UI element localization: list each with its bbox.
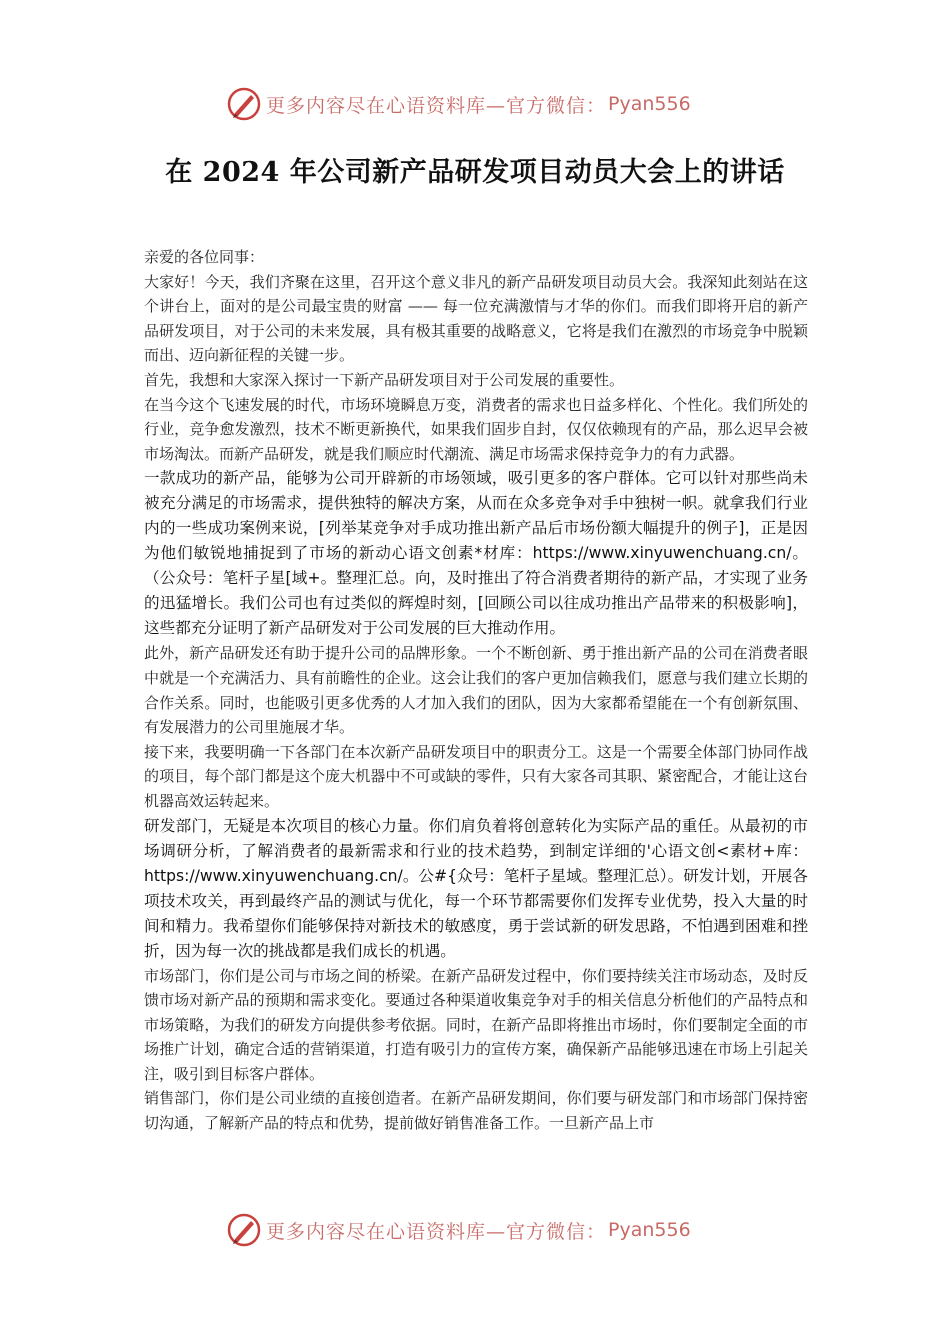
paragraph: 在当今这个飞速发展的时代，市场环境瞬息万变，消费者的需求也日益多样化、个性化。我们所处的行业，竞争愈发激烈，技术不断更新换代，如果我们固步自封，仅仅依赖现有的产品，那么迟早会被市场淘汰。而新产品研发，就是我们顺应时代潮流、满足市场需求保持竞争力的有力武器。 — [144, 395, 808, 463]
paragraph: 亲爱的各位同事： — [144, 248, 265, 266]
page-title: 在 2024 年公司新产品研发项目动员大会上的讲话 — [165, 157, 785, 188]
paragraph: 销售部门，你们是公司业绩的直接创造者。在新产品研发期间，你们要与研发部门和市场部门保持密切沟通，了解新产品的特点和优势，提前做好销售准备工作。一旦新产品上市 — [144, 1089, 808, 1133]
pen-logo-icon — [226, 1212, 262, 1248]
header-banner — [226, 84, 691, 124]
footer-banner-text: 更多内容尽在心语资料库—官方微信： — [266, 1220, 607, 1243]
header-banner-text: 更多内容尽在心语资料库—官方微信： — [266, 94, 607, 117]
paragraph: 接下来，我要明确一下各部门在本次新产品研发项目中的职责分工。这是一个需要全体部门协同作战的项目，每个部门都是这个庞大机器中不可或缺的零件，只有大家各司其职、紧密配合，才能让这台机器高效运转起来。 — [144, 742, 808, 810]
footer-banner — [226, 1210, 691, 1250]
paragraph: 市场部门，你们是公司与市场之间的桥梁。在新产品研发过程中，你们要持续关注市场动态，及时反馈市场对新产品的预期和需求变化。要通过各种渠道收集竞争对手的相关信息分析他们的产品特点和市场策略，为我们的研发方向提供参考依据。同时，在新产品即将推出市场时，你们要制定全面的市场推广计划，确定合适的营销渠道，打造有吸引力的宣传方案，确保新产品能够迅速在市场上引起关注，吸引到目标客户群体。 — [144, 966, 808, 1083]
document-body — [144, 245, 808, 1195]
paragraph: 此外，新产品研发还有助于提升公司的品牌形象。一个不断创新、勇于推出新产品的公司在消费者眼中就是一个充满活力、具有前瞻性的企业。这会让我们的客户更加信赖我们，愿意与我们建立长期的合作关系。同时，也能吸引更多优秀的人才加入我们的团队，因为大家都希望能在一个有创新氛围、有发展潜力的公司里施展才华。 — [144, 644, 808, 737]
footer-wechat-id: Pyan556 — [608, 1219, 691, 1241]
paragraph: 首先，我想和大家深入探讨一下新产品研发项目对于公司发展的重要性。 — [144, 370, 625, 389]
paragraph: 大家好！今天，我们齐聚在这里，召开这个意义非凡的新产品研发项目动员大会。我深知此刻站在这个讲台上，面对的是公司最宝贵的财富 —— 每一位充满激情与才华的你们。而我们即将开启的新产品研发项目，对于公司的未来发展，具有极其重要的战略意义，它将是我们在激烈的市场竞争中脱颖而出、迈向新征程的关键一步。 — [144, 272, 808, 365]
paragraph: 研发部门，无疑是本次项目的核心力量。你们肩负着将创意转化为实际产品的重任。从最初的市场调研分析，了解消费者的最新需求和行业的技术趋势，到制定详细的'心语文创<素材+库：https://www.xinyuwenchuang.cn/。公#{众号：笔杆子星域。整理汇总）。研发计划，开展各项技术攻关，再到最终产品的测试与优化，每一个环节都需要你们发挥专业优势，投入大量的时间和精力。我希望你们能够保持对新技术的敏感度，勇于尝试新的研发思路，不怕遇到困难和挫折，因为每一次的挑战都是我们成长的机遇。 — [144, 816, 808, 960]
paragraph: 一款成功的新产品，能够为公司开辟新的市场领域，吸引更多的客户群体。它可以针对那些尚未被充分满足的市场需求，提供独特的解决方案，从而在众多竞争对手中独树一帜。就拿我们行业内的一些成功案例来说，[列举某竞争对手成功推出新产品后市场份额大幅提升的例子]，正是因为他们敏锐地捕捉到了市场的新动心语文创素*材库：https://www.xinyuwenchuang.cn/。（公众号：笔杆子星[域+。整理汇总。向，及时推出了符合消费者期待的新产品，才实现了业务的迅猛增长。我们公司也有过类似的辉煌时刻，[回顾公司以往成功推出产品带来的积极影响]，这些都充分证明了新产品研发对于公司发展的巨大推动作用。 — [144, 469, 808, 638]
pen-logo-icon — [226, 86, 262, 122]
header-wechat-id: Pyan556 — [608, 93, 691, 115]
